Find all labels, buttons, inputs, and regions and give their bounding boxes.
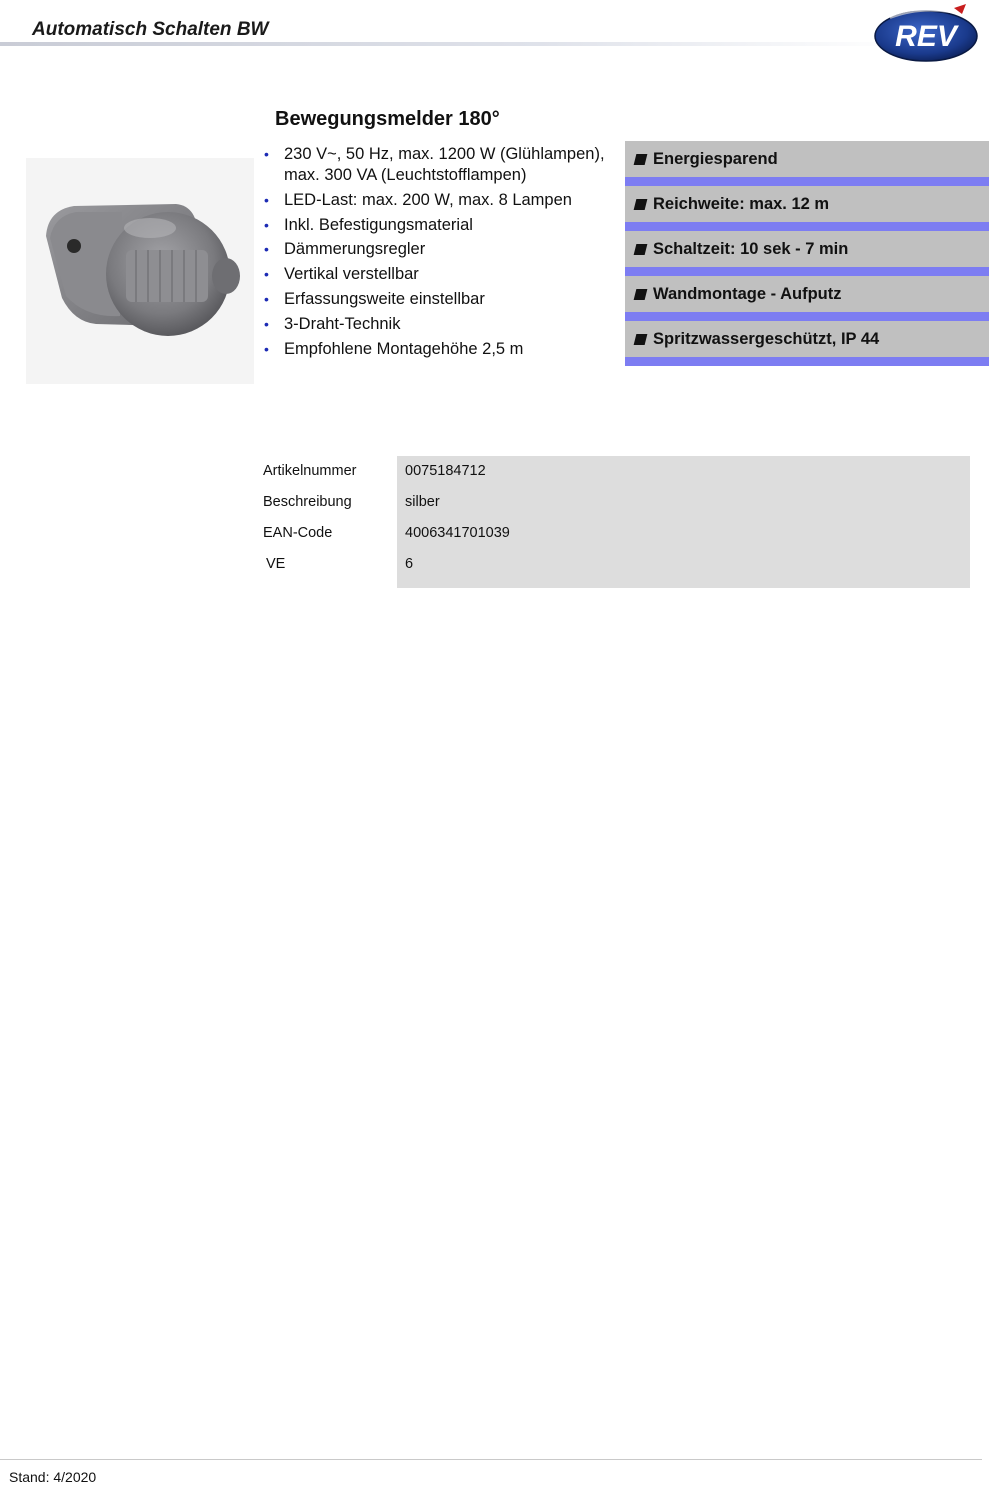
feature-list xyxy=(262,144,612,363)
bullet-icon: • xyxy=(264,146,269,162)
feature-item: • Erfassungsweite einstellbar xyxy=(264,289,485,308)
product-title: Bewegungsmelder 180° xyxy=(275,108,500,130)
spec-label-ve: VE xyxy=(266,556,286,572)
motion-detector-icon xyxy=(26,158,254,384)
footer-divider xyxy=(0,1459,982,1460)
bullet-icon: • xyxy=(264,290,269,307)
bullet-icon: • xyxy=(264,340,269,357)
spec-value-artikelnummer: 0075184712 xyxy=(405,463,486,479)
square-bullet-icon xyxy=(634,289,648,300)
highlight-item: Energiesparend xyxy=(625,141,989,186)
square-bullet-icon xyxy=(634,244,648,255)
rev-logo-icon xyxy=(872,2,980,64)
square-bullet-icon xyxy=(634,154,648,165)
feature-item: • LED-Last: max. 200 W, max. 8 Lampen xyxy=(264,190,572,209)
header-divider xyxy=(0,42,900,46)
feature-item: • 230 V~, 50 Hz, max. 1200 W (Glühlampen), max. 300 VA (Leuchtstofflampen) xyxy=(264,145,605,184)
feature-item: • Dämmerungsregler xyxy=(264,240,426,259)
bullet-icon: • xyxy=(264,241,269,258)
highlight-item: Schaltzeit: 10 sek - 7 min xyxy=(625,231,989,276)
spec-value-ean: 4006341701039 xyxy=(405,525,510,541)
feature-item: • Empfohlene Montagehöhe 2,5 m xyxy=(264,339,524,358)
spec-label-ean: EAN-Code xyxy=(263,525,333,541)
highlight-item: Spritzwassergeschützt, IP 44 xyxy=(625,321,989,366)
highlight-list xyxy=(625,141,989,366)
bullet-icon: • xyxy=(264,191,269,208)
highlight-item: Wandmontage - Aufputz xyxy=(625,276,989,321)
spec-label-artikelnummer: Artikelnummer xyxy=(263,463,357,479)
spec-values xyxy=(405,456,510,580)
footer-stand: Stand: 4/2020 xyxy=(9,1469,97,1485)
spec-label-beschreibung: Beschreibung xyxy=(263,494,352,510)
spec-value-beschreibung: silber xyxy=(405,494,440,510)
spec-labels xyxy=(263,456,356,580)
feature-item: • Vertikal verstellbar xyxy=(264,265,419,284)
square-bullet-icon xyxy=(634,199,648,210)
feature-item: • 3-Draht-Technik xyxy=(264,314,401,333)
spec-value-ve: 6 xyxy=(405,556,414,572)
svg-text:REV: REV xyxy=(895,20,957,53)
page-header-title: Automatisch Schalten BW xyxy=(32,19,269,40)
bullet-icon: • xyxy=(264,266,269,283)
bullet-icon: • xyxy=(264,315,269,332)
highlight-item: Reichweite: max. 12 m xyxy=(625,186,989,231)
bullet-icon: • xyxy=(264,216,269,233)
feature-item: • Inkl. Befestigungsmaterial xyxy=(264,215,473,234)
square-bullet-icon xyxy=(634,334,648,345)
